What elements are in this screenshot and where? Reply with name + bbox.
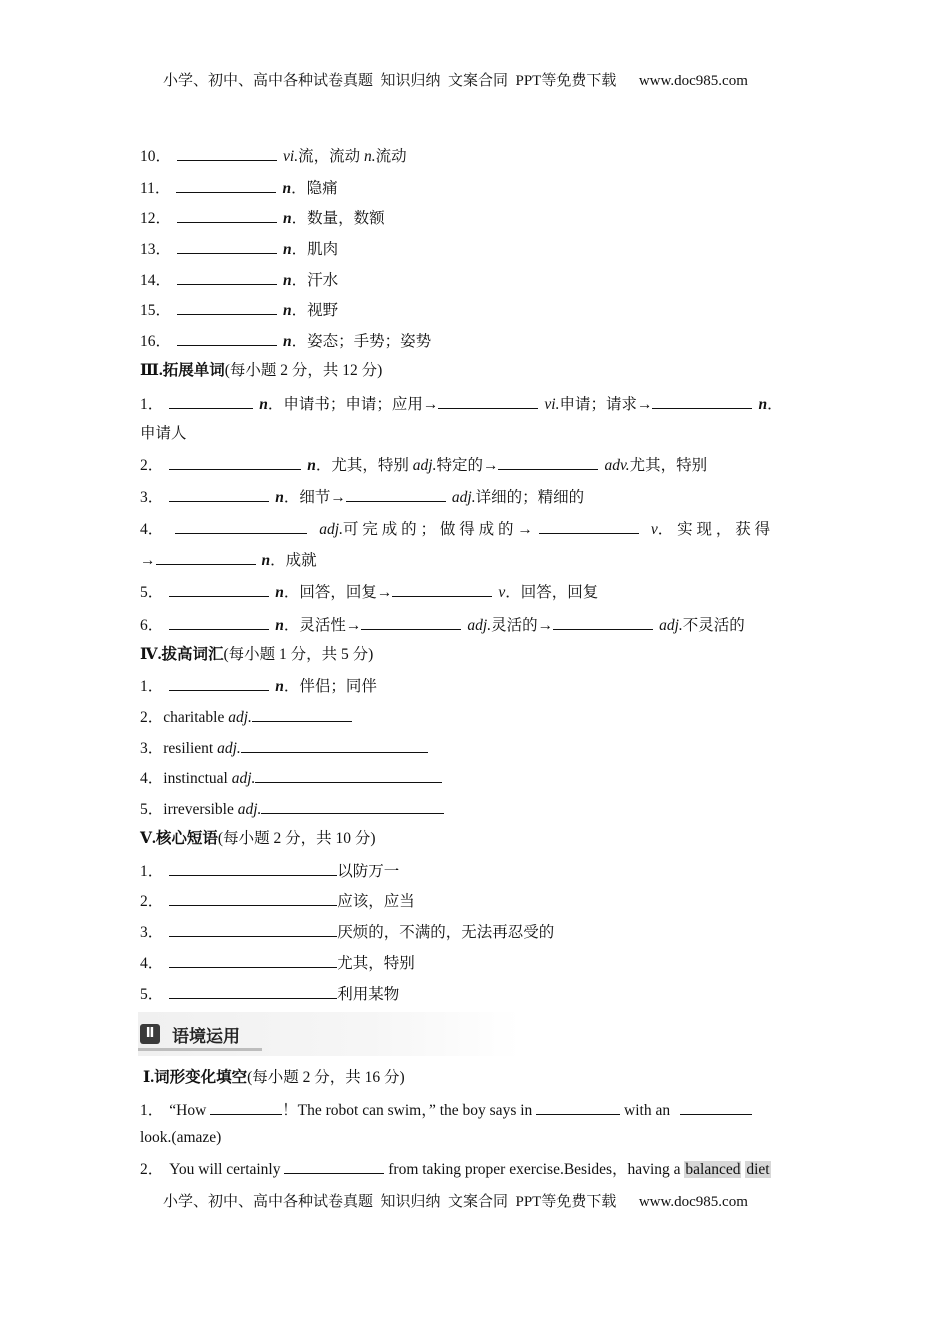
section-number-icon: Ⅱ	[140, 1024, 160, 1044]
extend-item-1-cont: 申请人	[140, 425, 187, 442]
section-heading: Ⅴ.核心短语(每小题 2 分，共 10 分)	[140, 830, 376, 847]
answer-blank[interactable]	[177, 330, 277, 346]
extend-item-3: 3． n．细节→ adj.详细的；精细的	[140, 486, 584, 508]
answer-blank[interactable]	[255, 767, 442, 783]
answer-blank[interactable]	[176, 177, 276, 193]
phrase-item-4: 4． 尤其，特别	[140, 952, 415, 974]
answer-blank[interactable]	[177, 269, 277, 285]
answer-blank[interactable]	[392, 581, 492, 597]
answer-blank[interactable]	[169, 454, 301, 470]
vocab-item-14: 14． n．汗水	[140, 269, 338, 291]
page-header: 小学、初中、高中各种试卷真题 知识归纳 文案合同 PPT等免费下载 www.doc985.com	[163, 73, 748, 89]
answer-blank[interactable]	[261, 798, 444, 814]
answer-blank[interactable]	[346, 486, 446, 502]
answer-blank[interactable]	[252, 706, 352, 722]
vocab-item-13: 13． n．肌肉	[140, 238, 338, 260]
answer-blank[interactable]	[169, 921, 337, 937]
section-banner	[138, 1012, 520, 1056]
answer-blank[interactable]	[177, 145, 277, 161]
advanced-item-4: 4．instinctual adj.	[140, 767, 442, 789]
advanced-item-2: 2．charitable adj.	[140, 706, 352, 728]
extend-item-5: 5． n．回答，回复→ v．回答，回复	[140, 581, 598, 603]
answer-blank[interactable]	[169, 890, 337, 906]
vocab-item-16: 16． n．姿态；手势；姿势	[140, 330, 431, 352]
answer-blank[interactable]	[169, 393, 253, 409]
advanced-item-5: 5．irreversible adj.	[140, 798, 444, 820]
answer-blank[interactable]	[361, 614, 461, 630]
phrase-item-3: 3． 厌烦的，不满的，无法再忍受的	[140, 921, 554, 943]
vocab-item-15: 15． n．视野	[140, 299, 338, 321]
highlighted-word: balanced	[685, 1161, 741, 1178]
answer-blank[interactable]	[498, 454, 598, 470]
section-heading: Ⅳ.拔高词汇(每小题 1 分，共 5 分)	[140, 646, 374, 663]
context-question-2: 2． You will certainly from taking proper exercise.Besides，having a balanced diet	[140, 1158, 771, 1180]
banner-underline	[138, 1048, 262, 1051]
answer-blank[interactable]	[169, 952, 337, 968]
answer-blank[interactable]	[177, 207, 277, 223]
answer-blank[interactable]	[539, 518, 639, 534]
page-footer: 小学、初中、高中各种试卷真题 知识归纳 文案合同 PPT等免费下载 www.doc985.com	[163, 1194, 748, 1210]
answer-blank[interactable]	[169, 675, 269, 691]
answer-blank[interactable]	[210, 1099, 282, 1115]
extend-item-2: 2． n．尤其，特别 adj.特定的→ adv.尤其，特别	[140, 454, 707, 476]
answer-blank[interactable]	[156, 549, 256, 565]
extend-item-6: 6． n．灵活性→ adj.灵活的→ adj.不灵活的	[140, 614, 745, 636]
section-heading: Ⅲ.拓展单词(每小题 2 分，共 12 分)	[140, 362, 383, 379]
answer-blank[interactable]	[177, 238, 277, 254]
answer-blank[interactable]	[536, 1099, 620, 1115]
context-question-1: 1． “How ！The robot can swim，” the boy says in with an	[140, 1099, 752, 1121]
vocab-item-11: 11． n．隐痛	[140, 177, 338, 199]
answer-blank[interactable]	[169, 486, 269, 502]
answer-blank[interactable]	[169, 614, 269, 630]
answer-blank[interactable]	[652, 393, 752, 409]
answer-blank[interactable]	[680, 1099, 752, 1115]
phrase-item-5: 5． 利用某物	[140, 983, 399, 1005]
extend-item-4-cont: → n．成就	[140, 549, 317, 571]
vocab-item-12: 12． n．数量，数额	[140, 207, 385, 229]
answer-blank[interactable]	[438, 393, 538, 409]
answer-blank[interactable]	[175, 518, 307, 534]
vocab-item-10: 10． vi.流，流动 n.流动	[140, 145, 407, 167]
extend-item-4: 4． adj.可 完 成 的 ； 做 得 成 的 → v． 实 现 ， 获 得	[140, 518, 770, 540]
answer-blank[interactable]	[169, 983, 337, 999]
phrase-item-2: 2． 应该，应当	[140, 890, 415, 912]
highlighted-word: diet	[746, 1161, 770, 1178]
advanced-item-3: 3．resilient adj.	[140, 737, 428, 759]
answer-blank[interactable]	[284, 1158, 384, 1174]
extend-item-1: 1． n．申请书；申请；应用→ vi.申请；请求→ n．	[140, 393, 783, 415]
section-heading: Ⅰ.词形变化填空(每小题 2 分，共 16 分)	[143, 1069, 405, 1086]
answer-blank[interactable]	[177, 299, 277, 315]
answer-blank[interactable]	[553, 614, 653, 630]
answer-blank[interactable]	[169, 581, 269, 597]
advanced-item-1: 1． n．伴侣；同伴	[140, 675, 377, 697]
answer-blank[interactable]	[241, 737, 428, 753]
phrase-item-1: 1． 以防万一	[140, 860, 399, 882]
section-banner-title: 语境运用	[172, 1027, 240, 1047]
answer-blank[interactable]	[169, 860, 337, 876]
context-question-1-cont: look.(amaze)	[140, 1129, 222, 1146]
